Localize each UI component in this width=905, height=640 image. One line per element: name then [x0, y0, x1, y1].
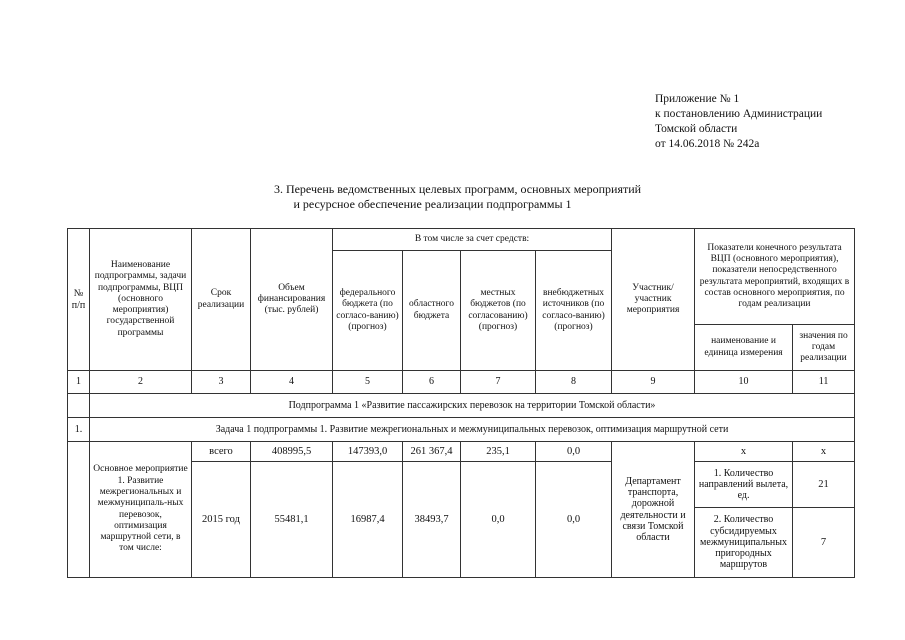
total-regional: 261 367,4 [403, 442, 461, 462]
col-number-11: 11 [793, 371, 855, 394]
title-line-1: 3. Перечень ведомственных целевых программ, основных мероприятий [273, 182, 642, 196]
header-volume: Объем финансирования (тыс. рублей) [251, 229, 333, 371]
header-name: Наименование подпрограммы, задачи подпрограммы, ВЦП (основного мероприятия) государственной программы [90, 229, 192, 371]
total-extra: 0,0 [536, 442, 612, 462]
year-term: 2015 год [192, 462, 251, 578]
title-line-2: и ресурсное обеспечение реализации подпрограммы 1 [293, 197, 572, 211]
header-local: местных бюджетов (по согласованию) (прогноз) [461, 251, 536, 371]
activity-total-row [68, 442, 855, 462]
task-title: Задача 1 подпрограммы 1. Развитие межрегиональных и межмуниципальных перевозок, оптимизация маршрутной сети [90, 418, 855, 442]
col-number-1: 1 [68, 371, 90, 394]
total-term: всего [192, 442, 251, 462]
header-indicator-value: значения по годам реализации [793, 325, 855, 371]
year-local: 0,0 [461, 462, 536, 578]
year-volume: 55481,1 [251, 462, 333, 578]
activity-num [68, 442, 90, 578]
total-indicator-value: х [793, 442, 855, 462]
col-number-2: 2 [90, 371, 192, 394]
appendix-line-3: Томской области [655, 123, 738, 135]
year-federal: 16987,4 [333, 462, 403, 578]
total-indicator-name: х [695, 442, 793, 462]
year-extra: 0,0 [536, 462, 612, 578]
year-regional: 38493,7 [403, 462, 461, 578]
col-number-5: 5 [333, 371, 403, 394]
header-term: Срок реализации [192, 229, 251, 371]
col-number-9: 9 [612, 371, 695, 394]
col-number-7: 7 [461, 371, 536, 394]
header-sources: В том числе за счет средств: [333, 229, 612, 251]
task-num: 1. [68, 418, 90, 442]
total-volume: 408995,5 [251, 442, 333, 462]
indicator-1-value: 21 [793, 462, 855, 508]
subprogram-title: Подпрограмма 1 «Развитие пассажирских перевозок на территории Томской области» [90, 394, 855, 418]
header-federal: федерального бюджета (по согласо-ванию) (прогноз) [333, 251, 403, 371]
appendix-line-1: Приложение № 1 [655, 93, 740, 105]
header-extra: внебюджетных источников (по согласо-ванию) (прогноз) [536, 251, 612, 371]
task-row [68, 418, 855, 442]
indicator-2-name: 2. Количество субсидируемых межмуниципальных пригородных маршрутов [695, 508, 793, 578]
col-number-10: 10 [695, 371, 793, 394]
program-table [67, 228, 855, 578]
total-federal: 147393,0 [333, 442, 403, 462]
col-number-4: 4 [251, 371, 333, 394]
col-number-6: 6 [403, 371, 461, 394]
appendix-line-4: от 14.06.2018 № 242а [655, 138, 760, 150]
appendix-block [655, 92, 822, 152]
subprogram-num [68, 394, 90, 418]
header-regional: областного бюджета [403, 251, 461, 371]
document-title [0, 182, 905, 212]
column-number-row [68, 371, 855, 394]
header-num: № п/п [68, 229, 90, 371]
total-local: 235,1 [461, 442, 536, 462]
header-indicator-name: наименование и единица измерения [695, 325, 793, 371]
activity-participant: Департамент транспорта, дорожной деятельности и связи Томской области [612, 442, 695, 578]
appendix-line-2: к постановлению Администрации [655, 108, 823, 120]
col-number-8: 8 [536, 371, 612, 394]
col-number-3: 3 [192, 371, 251, 394]
header-indicators: Показатели конечного результата ВЦП (основного мероприятия), показатели непосредственного результата мероприятий, входящих в состав основного мероприятия, по годам реализации [695, 229, 855, 325]
indicator-1-name: 1. Количество направлений вылета, ед. [695, 462, 793, 508]
indicator-2-value: 7 [793, 508, 855, 578]
subprogram-row [68, 394, 855, 418]
header-participant: Участник/ участник мероприятия [612, 229, 695, 371]
activity-name: Основное мероприятие 1. Развитие межрегиональных и межмуниципаль-ных перевозок, оптимизация маршрутной сети, в том числе: [90, 442, 192, 578]
